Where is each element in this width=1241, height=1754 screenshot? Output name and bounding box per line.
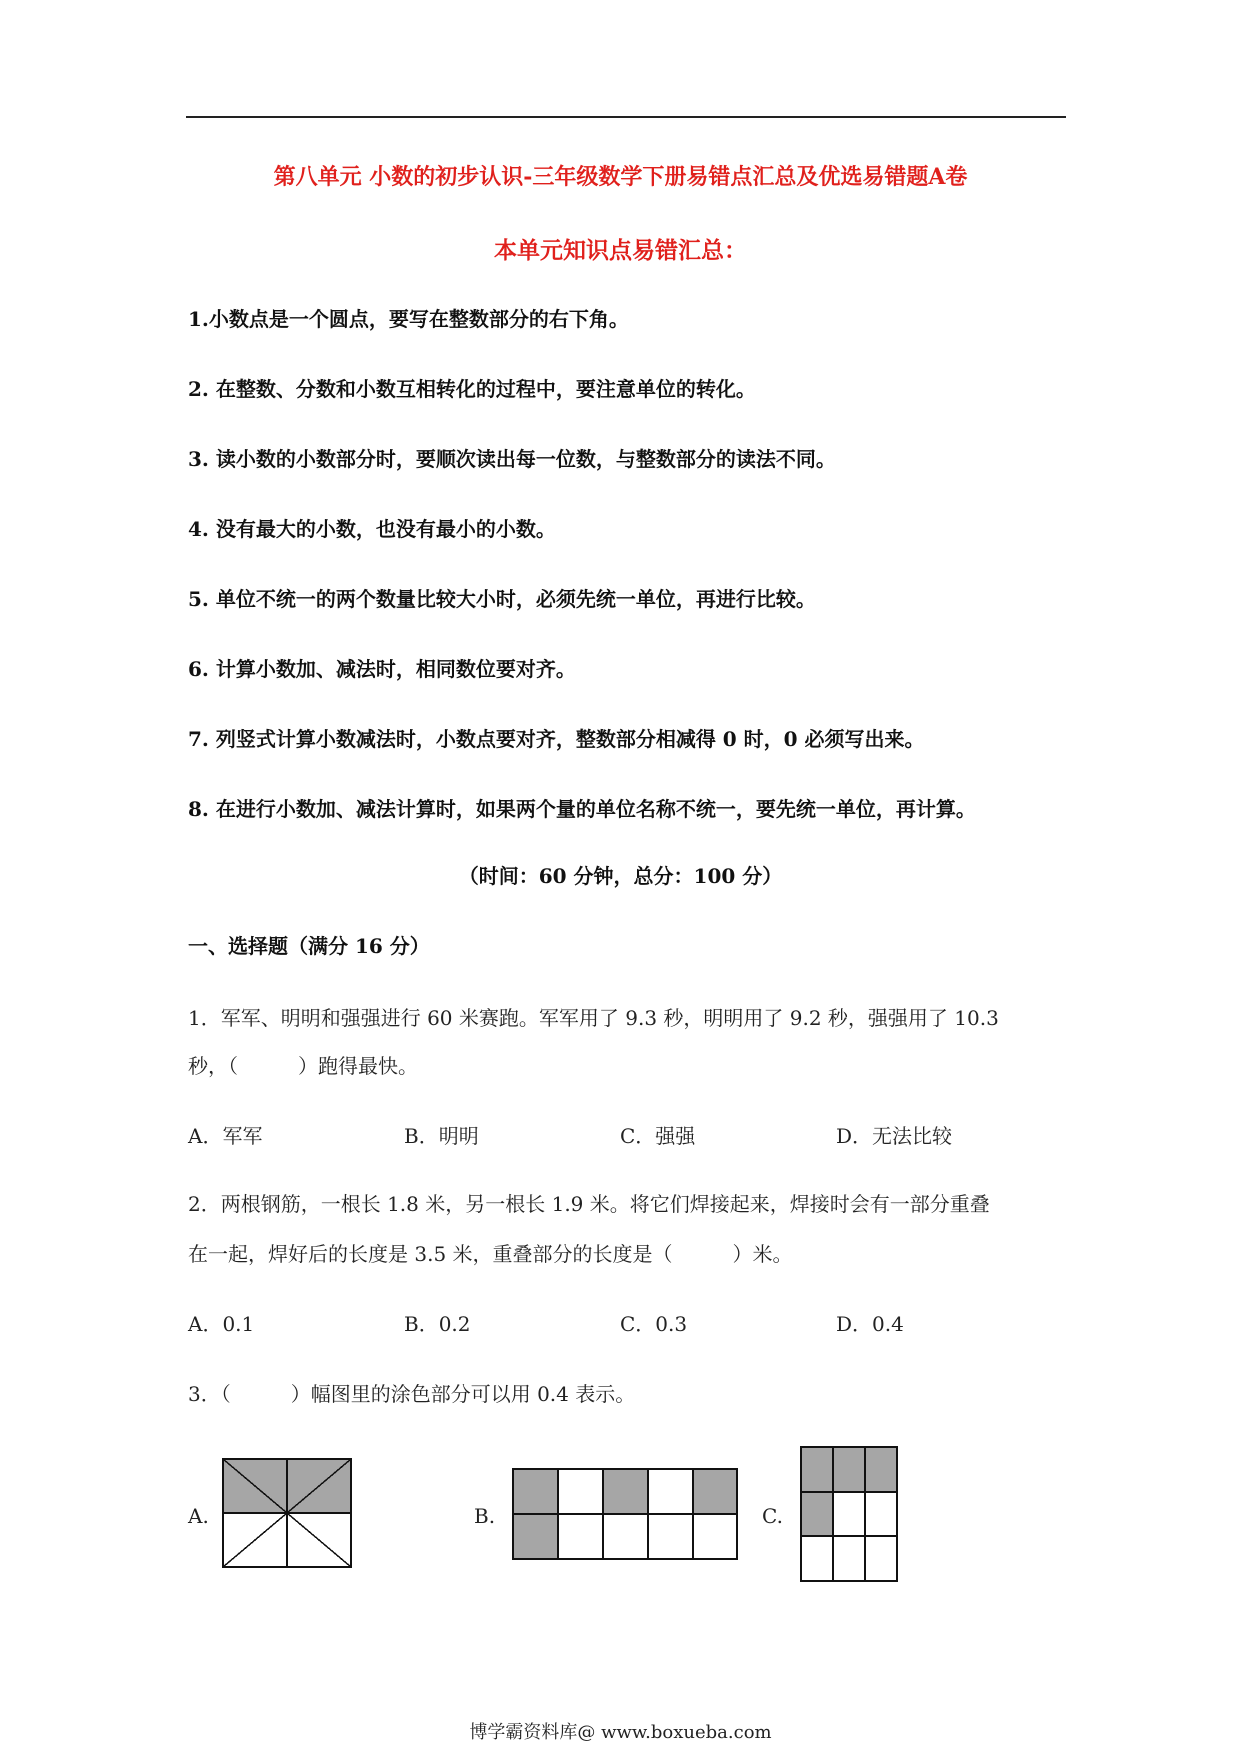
figure-c-cell-shaded (801, 1492, 833, 1536)
figure-b (512, 1468, 738, 1560)
knowledge-summary-heading: 本单元知识点易错汇总： (494, 237, 747, 264)
figure-label-a: A. (188, 1504, 209, 1528)
point-1: 1.小数点是一个圆点，要写在整数部分的右下角。 (188, 307, 629, 331)
figure-c-cell-shaded (801, 1447, 833, 1492)
question-3-line-1: 3．（ ）幅图里的涂色部分可以用 0.4 表示。 (188, 1382, 636, 1406)
point-5: 5. 单位不统一的两个数量比较大小时，必须先统一单位，再进行比较。 (188, 587, 816, 611)
point-4: 4. 没有最大的小数，也没有最小的小数。 (188, 517, 556, 541)
figure-b-cell-shaded (693, 1469, 737, 1514)
point-2: 2. 在整数、分数和小数互相转化的过程中，要注意单位的转化。 (188, 377, 756, 401)
point-7: 7. 列竖式计算小数减法时，小数点要对齐，整数部分相减得 0 时，0 必须写出来。 (188, 727, 925, 751)
section-heading-choice: 一、选择题（满分 16 分） (188, 934, 430, 958)
figure-b-cell-shaded (513, 1469, 558, 1514)
figure-c-cell-shaded (833, 1447, 865, 1492)
question-1-line-2: 秒，（ ）跑得最快。 (188, 1054, 418, 1078)
figure-label-c: C. (762, 1504, 783, 1528)
point-8: 8. 在进行小数加、减法计算时，如果两个量的单位名称不统一，要先统一单位，再计算。 (188, 797, 976, 821)
figure-b-cell-shaded (513, 1514, 558, 1559)
q2-option-d: D．0.4 (836, 1312, 904, 1336)
q1-option-b: B．明明 (404, 1124, 479, 1148)
question-1-line-1: 1．军军、明明和强强进行 60 米赛跑。军军用了 9.3 秒，明明用了 9.2 秒，强强用了 10.3 (188, 1006, 999, 1030)
question-2-line-1: 2．两根钢筋，一根长 1.8 米，另一根长 1.9 米。将它们焊接起来，焊接时会有一部分重叠 (188, 1192, 990, 1216)
question-2-line-2: 在一起，焊好后的长度是 3.5 米，重叠部分的长度是（ ）米。 (188, 1242, 793, 1266)
point-3: 3. 读小数的小数部分时，要顺次读出每一位数，与整数部分的读法不同。 (188, 447, 836, 471)
q1-option-c: C．强强 (620, 1124, 696, 1148)
time-info: （时间：60 分钟，总分：100 分） (458, 864, 783, 888)
figure-c-cell-shaded (865, 1447, 897, 1492)
figure-b-cell-shaded (603, 1469, 648, 1514)
figure-c (800, 1446, 898, 1582)
q2-option-c: C．0.3 (620, 1312, 688, 1336)
figure-a (222, 1458, 352, 1568)
point-6: 6. 计算小数加、减法时，相同数位要对齐。 (188, 657, 576, 681)
document-title: 第八单元 小数的初步认识-三年级数学下册易错点汇总及优选易错题A卷 (273, 164, 968, 190)
q2-option-b: B．0.2 (404, 1312, 471, 1336)
footer-watermark: 博学霸资料库@ www.boxueba.com (469, 1722, 772, 1743)
q2-option-a: A．0.1 (188, 1312, 255, 1336)
header-rule (186, 116, 1066, 118)
figure-label-b: B. (474, 1504, 496, 1528)
q1-option-d: D．无法比较 (836, 1124, 953, 1148)
q1-option-a: A．军军 (188, 1124, 263, 1148)
